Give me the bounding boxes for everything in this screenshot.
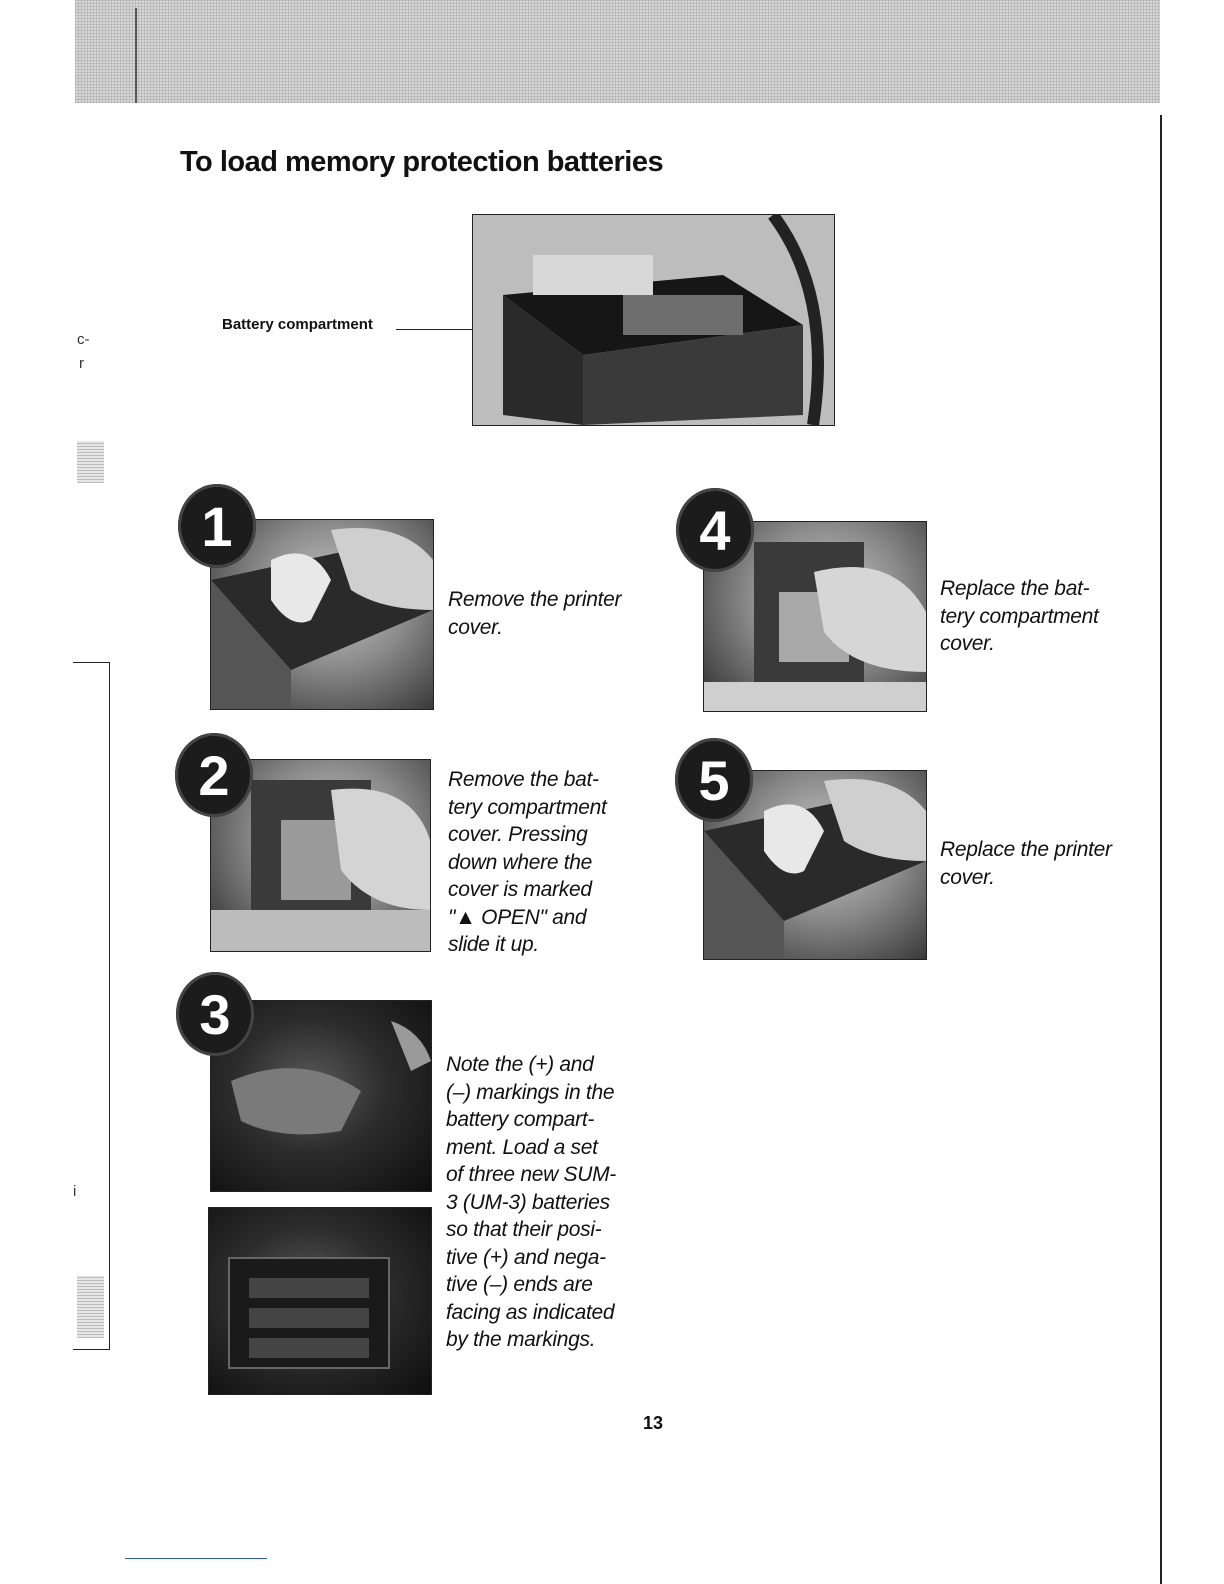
step-3-line-4: ment. Load a set: [446, 1135, 598, 1159]
step-3-number-badge: 3: [176, 972, 254, 1056]
step-2-line-6: "▲ OPEN" and: [448, 905, 587, 929]
step-3-text: [446, 1051, 616, 1354]
step-2-line-5: cover is marked: [448, 878, 592, 901]
step-2-line-2: tery compartment: [448, 795, 607, 819]
step-2-line-1: Remove the bat-: [448, 768, 599, 791]
step-4-number-badge: 4: [676, 488, 754, 572]
step-5-line-1: Replace the printer: [940, 838, 1112, 861]
margin-shade-top: [77, 441, 104, 483]
step-2-text: [448, 766, 607, 959]
callout-leader-line: [396, 329, 472, 330]
step-2-line-7: slide it up.: [448, 933, 539, 956]
header-band: [75, 0, 1160, 103]
step-1-line-2: cover.: [448, 615, 503, 639]
margin-bracket-vertical: [109, 662, 110, 1350]
bottom-underline: [125, 1558, 267, 1559]
step-4-line-2: tery compartment: [940, 604, 1099, 628]
step-3-line-8: tive (+) and nega-: [446, 1245, 606, 1269]
step-5-text: [940, 836, 1112, 891]
step-1-text: [448, 586, 621, 641]
step-3-line-9: tive (–) ends are: [446, 1273, 593, 1296]
step-3-line-1: Note the (+) and: [446, 1053, 594, 1076]
step-3-line-2: (–) markings in the: [446, 1080, 615, 1104]
margin-bracket-bottom: [73, 1349, 110, 1350]
step-3-line-6: 3 (UM-3) batteries: [446, 1190, 610, 1214]
step-3-line-11: by the markings.: [446, 1328, 596, 1351]
step-4-line-3: cover.: [940, 632, 995, 655]
step-3-photo-bottom: [208, 1207, 432, 1395]
step-2-number-badge: 2: [175, 733, 253, 817]
page-title: To load memory protection batteries: [180, 146, 664, 178]
page-number: 13: [643, 1413, 664, 1433]
step-3-line-3: battery compart-: [446, 1108, 595, 1131]
step-3-line-10: facing as indicated: [446, 1300, 615, 1324]
page-right-edge: [1160, 115, 1162, 1584]
battery-compartment-photo: [472, 214, 835, 426]
step-2-line-3: cover. Pressing: [448, 823, 588, 846]
margin-bracket-top: [73, 662, 110, 663]
step-4-text: [940, 575, 1099, 658]
header-band-rule: [135, 8, 137, 103]
step-5-line-2: cover.: [940, 865, 995, 889]
margin-fragment-3: i: [73, 1183, 77, 1200]
step-3-line-5: of three new SUM-: [446, 1163, 616, 1186]
step-5-number-badge: 5: [675, 738, 753, 822]
margin-shade-bottom: [77, 1276, 104, 1338]
margin-fragment-2: r: [79, 355, 84, 372]
step-1-line-1: Remove the printer: [448, 588, 622, 611]
margin-fragment-1: c-: [77, 331, 90, 348]
step-3-line-7: so that their posi-: [446, 1218, 602, 1241]
battery-compartment-label: Battery compartment: [222, 316, 373, 333]
step-2-line-4: down where the: [448, 850, 593, 874]
step-1-number-badge: 1: [178, 484, 256, 568]
step-4-line-1: Replace the bat-: [940, 577, 1090, 600]
